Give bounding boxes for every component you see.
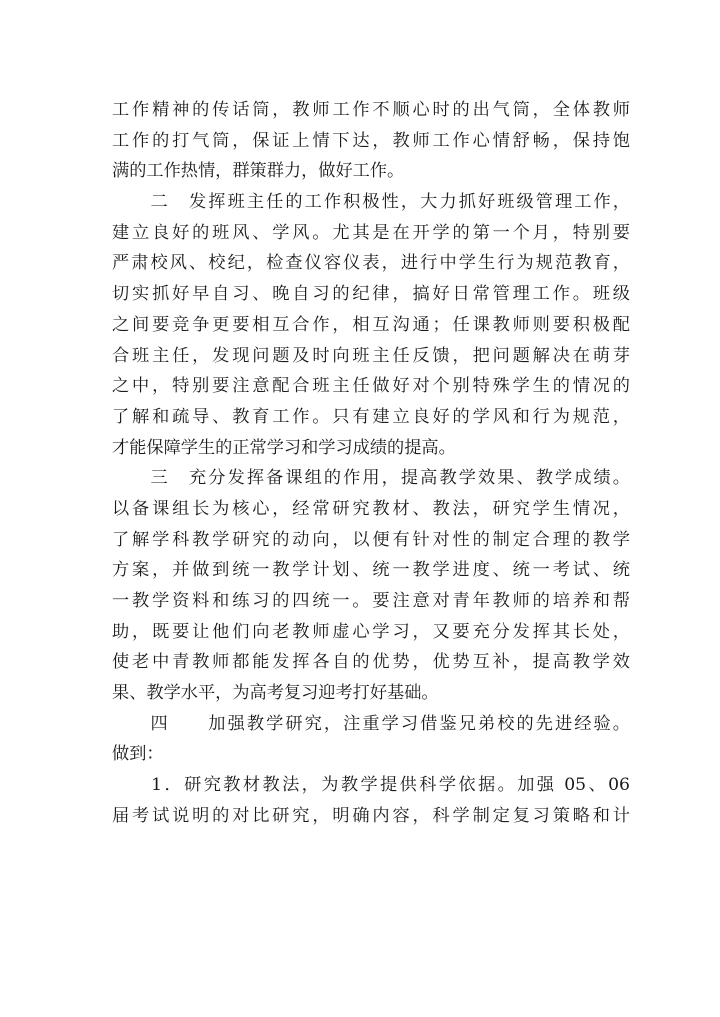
text-line: 使老中青教师都能发挥各自的优势，优势互补，提高教学效 <box>112 652 630 673</box>
text-line: 三 充分发挥备课组的作用，提高教学效果、教学成绩。 <box>112 468 630 489</box>
text-line: 二 发挥班主任的工作积极性，大力抓好班级管理工作， <box>112 192 630 213</box>
text-line: 方案，并做到统一教学计划、统一教学进度、统一考试、统 <box>112 560 630 581</box>
text-line: 才能保障学生的正常学习和学习成绩的提高。 <box>112 437 456 458</box>
text-line: 以备课组长为核心，经常研究教材、教法，研究学生情况， <box>112 498 630 519</box>
text-line: 严肃校风、校纪，检查仪容仪表，进行中学生行为规范教育， <box>112 253 630 274</box>
text-line: 满的工作热情，群策群力，做好工作。 <box>112 161 405 182</box>
text-line: 1．研究教材教法，为教学提供科学依据。加强 05、06 <box>112 775 630 796</box>
text-line: 之中，特别要注意配合班主任做好对个别特殊学生的情况的 <box>112 376 630 397</box>
text-line: 切实抓好早自习、晚自习的纪律，搞好日常管理工作。班级 <box>112 284 630 305</box>
text-line: 工作的打气筒，保证上情下达，教师工作心情舒畅，保持饱 <box>112 130 630 151</box>
text-line: 果、教学水平，为高考复习迎考打好基础。 <box>112 683 439 704</box>
text-line: 合班主任，发现问题及时向班主任反馈，把问题解决在萌芽 <box>112 345 630 366</box>
text-line: 建立良好的班风、学风。尤其是在开学的第一个月，特别要 <box>112 222 630 243</box>
text-line: 了解和疏导、教育工作。只有建立良好的学风和行为规范， <box>112 406 630 427</box>
text-line: 了解学科教学研究的动向，以便有针对性的制定合理的教学 <box>112 529 630 550</box>
text-line: 工作精神的传话筒，教师工作不顺心时的出气筒，全体教师 <box>112 100 630 120</box>
text-line: 助，既要让他们向老教师虚心学习，又要充分发挥其长处， <box>112 621 630 642</box>
text-line: 届考试说明的对比研究，明确内容，科学制定复习策略和计 <box>112 805 630 826</box>
text-line: 一教学资料和练习的四统一。要注意对青年教师的培养和帮 <box>112 591 630 611</box>
text-line: 做到： <box>112 744 164 765</box>
document-page <box>112 95 630 832</box>
text-line: 四 加强教学研究，注重学习借鉴兄弟校的先进经验。 <box>112 713 630 734</box>
text-line: 之间要竞争更要相互合作，相互沟通；任课教师则要积极配 <box>112 314 630 335</box>
